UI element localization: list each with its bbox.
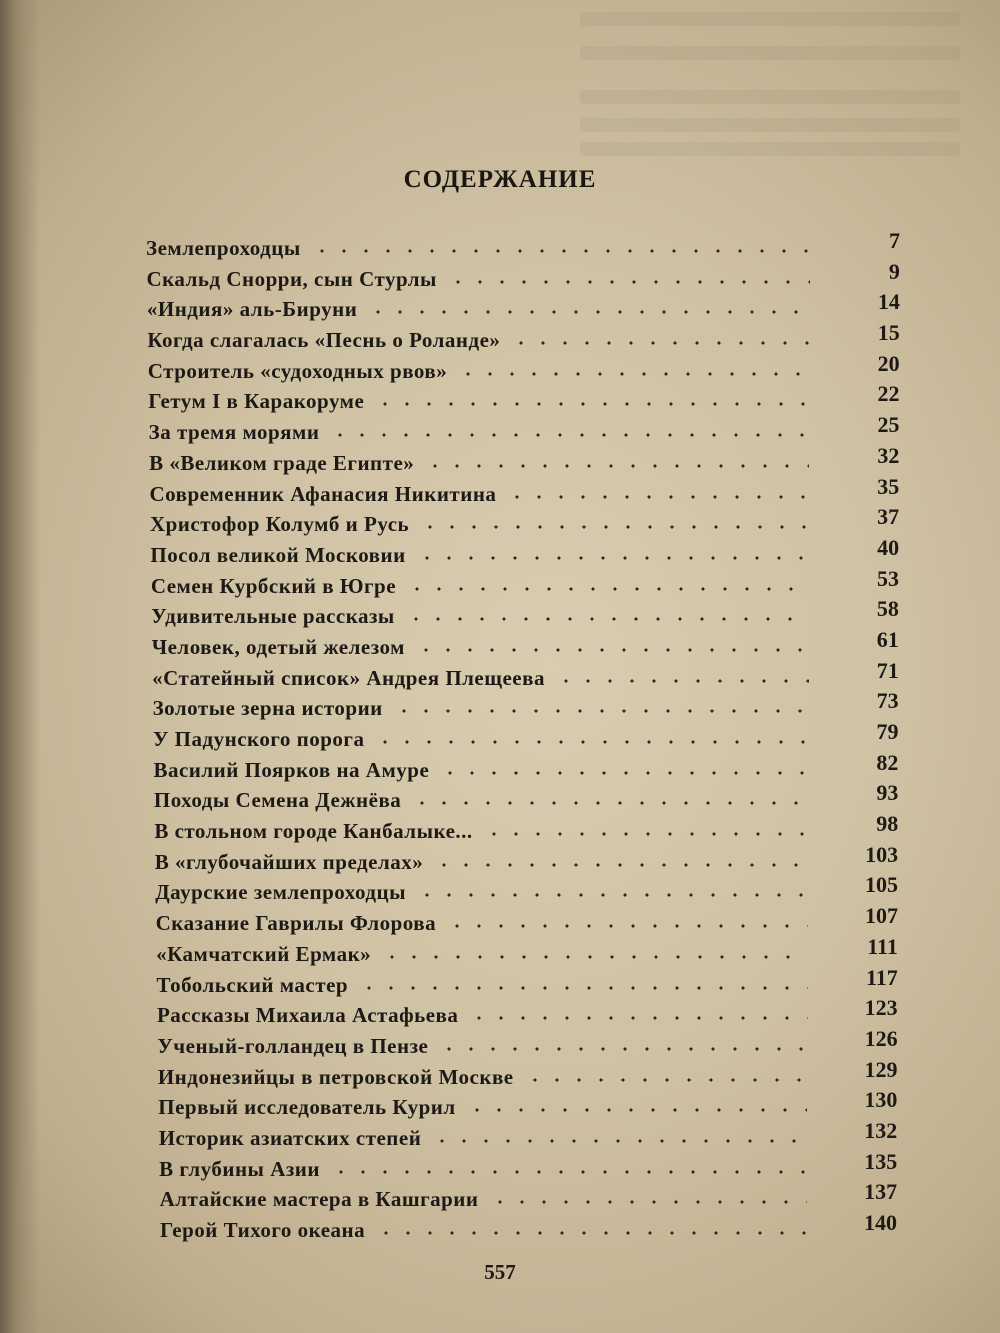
toc-entry-page: 35 [877,473,900,499]
toc-entry-title: Историк азиатских степей [158,1125,422,1150]
contents-heading: СОДЕРЖАНИЕ [403,166,597,193]
toc-entry [158,1087,898,1125]
toc-entry-title: За тремя морями [148,420,320,445]
toc-entry [155,872,899,910]
toc-leader-dots [416,893,808,897]
bleed-through [580,12,960,26]
toc-leader-dots [489,1200,808,1204]
bleed-through [580,142,960,156]
toc-entry-page: 53 [876,565,899,591]
toc-entry [149,473,900,512]
toc-entry-title: В «Великом граде Египте» [149,450,415,475]
bleed-through [580,90,960,104]
toc-entry-page: 58 [876,596,899,622]
toc-entry-page: 137 [864,1179,898,1205]
toc-leader-dots [447,280,810,284]
toc-leader-dots [457,372,809,376]
toc-leader-dots [431,1139,807,1143]
spine-shadow [0,0,40,1333]
toc-entry [159,1148,898,1187]
toc-entry-page: 123 [864,995,898,1021]
toc-entry [147,320,900,358]
toc-entry-page: 111 [867,933,898,959]
toc-entry [160,1210,897,1248]
toc-leader-dots [374,740,808,744]
toc-entry-title: В «глубочайших пределах» [154,849,424,874]
toc-entry-page: 126 [864,1025,898,1051]
bleed-through [580,46,960,60]
toc-entry-title: Строитель «судоходных рвов» [147,358,448,383]
toc-entry-page: 40 [877,534,900,560]
toc-leader-dots [524,1078,808,1082]
toc-entry [155,903,898,941]
toc-leader-dots [329,433,809,437]
toc-entry [157,1025,898,1064]
toc-entry-title: Современник Афанасия Никитина [149,481,497,506]
toc-leader-dots [438,1047,807,1051]
toc-entry-title: Гетум I в Каракоруме [148,389,365,414]
toc-entry [146,228,900,266]
toc-entry-page: 103 [865,841,899,867]
toc-entry [153,749,899,788]
toc-entry-page: 14 [877,289,900,315]
toc-entry [149,504,900,542]
toc-leader-dots [374,402,809,406]
toc-entry [153,780,899,818]
toc-entry-title: Даурские землепроходцы [155,880,406,905]
toc-entry [156,964,898,1003]
toc-entry-page: 61 [876,626,899,652]
toc-entry-title: Герой Тихого океана [160,1218,366,1242]
toc-leader-dots [416,556,809,560]
toc-entry-page: 32 [877,442,900,468]
toc-leader-dots [419,525,809,529]
toc-entry-title: Сказание Гаврилы Флорова [155,911,437,936]
toc-entry-page: 37 [877,504,900,530]
toc-entry-page: 98 [876,811,899,837]
toc-leader-dots [311,249,810,253]
toc-entry [158,1117,898,1156]
toc-entry [154,811,899,849]
toc-entry-page: 82 [876,749,899,775]
toc-entry-page: 7 [889,228,900,253]
toc-entry-page: 22 [877,381,900,407]
toc-entry-page: 140 [864,1210,897,1235]
toc-entry-page: 15 [877,320,900,346]
toc-leader-dots [424,464,809,468]
toc-entry-title: Семен Курбский в Югре [150,573,397,598]
toc-entry-page: 132 [864,1117,898,1143]
toc-leader-dots [468,1016,807,1020]
toc-leader-dots [367,310,810,314]
toc-leader-dots [406,587,809,591]
toc-entry-title: Василий Поярков на Амуре [153,757,430,782]
toc-entry-page: 71 [876,657,899,683]
toc-entry [150,534,900,573]
toc-leader-dots [375,1231,807,1235]
toc-entry [146,289,900,327]
toc-entry-title: Христофор Колумб и Русь [149,512,410,537]
toc-entry-page: 73 [876,688,899,714]
toc-entry-title: Землепроходцы [146,236,301,260]
toc-leader-dots [483,832,809,836]
toc-leader-dots [381,955,808,959]
toc-leader-dots [555,679,809,683]
toc-entry-title: Первый исследователь Курил [158,1095,456,1120]
toc-entry [151,626,899,665]
toc-leader-dots [439,771,808,775]
toc-entry-title: Посол великой Московии [150,542,406,567]
toc-entry-page: 129 [864,1056,898,1082]
toc-entry-page: 130 [864,1087,898,1113]
toc-entry-title: В стольном городе Канбалыке... [154,819,473,844]
toc-leader-dots [415,648,809,652]
toc-entry-title: Удивительные рассказы [151,604,395,629]
toc-entry-page: 135 [864,1148,898,1174]
toc-entry-title: «Статейный список» Андрея Плещеева [152,665,545,690]
toc-entry [148,412,900,450]
toc-entry-page: 20 [877,350,900,376]
toc-leader-dots [510,341,809,345]
toc-leader-dots [433,863,808,867]
toc-entry-page: 93 [876,780,899,806]
toc-entry [154,841,899,880]
toc-entry-title: Когда слагалась «Песнь о Роланде» [147,328,501,353]
toc-entry [148,381,900,419]
toc-entry-title: Ученый-голландец в Пензе [157,1033,429,1058]
toc-leader-dots [411,801,808,805]
toc-entry-title: Алтайские мастера в Кашгарии [159,1187,479,1212]
toc-entry-page: 117 [865,964,898,990]
toc-entry-title: Скальд Снорри, сын Стурлы [146,266,437,291]
toc-entry-page: 79 [876,719,899,744]
toc-entry-title: «Индия» аль-Бируни [146,297,358,322]
toc-leader-dots [446,924,808,928]
page-number: 557 [484,1260,516,1284]
toc-entry [152,688,899,726]
toc-entry-page: 9 [888,258,900,284]
toc-entry-title: В глубины Азии [159,1156,321,1181]
toc-entry [156,995,898,1033]
toc-entry [146,258,900,297]
toc-entry-title: Индонезийцы в петровской Москве [157,1064,514,1089]
toc-entry [147,350,900,389]
toc-entry-page: 25 [877,412,900,438]
toc-entry-title: Человек, одетый железом [151,634,405,659]
toc-entry-page: 105 [865,872,899,898]
toc-leader-dots [506,495,809,499]
bleed-through [580,118,960,132]
toc-entry [156,933,898,972]
toc-leader-dots [466,1108,808,1112]
toc-leader-dots [393,709,809,713]
toc-entry [149,442,900,481]
toc-entry-title: Рассказы Михаила Астафьева [156,1003,459,1028]
toc-leader-dots [405,617,809,621]
toc-entry [152,657,899,696]
toc-entry-title: Тобольский мастер [156,972,349,997]
toc-entry-title: Золотые зерна истории [152,696,383,721]
toc-entry [151,596,899,634]
toc-leader-dots [358,986,808,990]
toc-entry-title: У Падунского порога [153,727,365,751]
toc-entry [159,1179,898,1217]
toc-entry [157,1056,898,1095]
toc-entry-title: Походы Семена Дежнёва [153,788,402,813]
toc-leader-dots [330,1170,807,1174]
toc-entry [153,719,899,757]
toc-entry-title: «Камчатский Ермак» [156,941,372,966]
toc-entry-page: 107 [864,903,898,929]
toc-entry [150,565,899,604]
